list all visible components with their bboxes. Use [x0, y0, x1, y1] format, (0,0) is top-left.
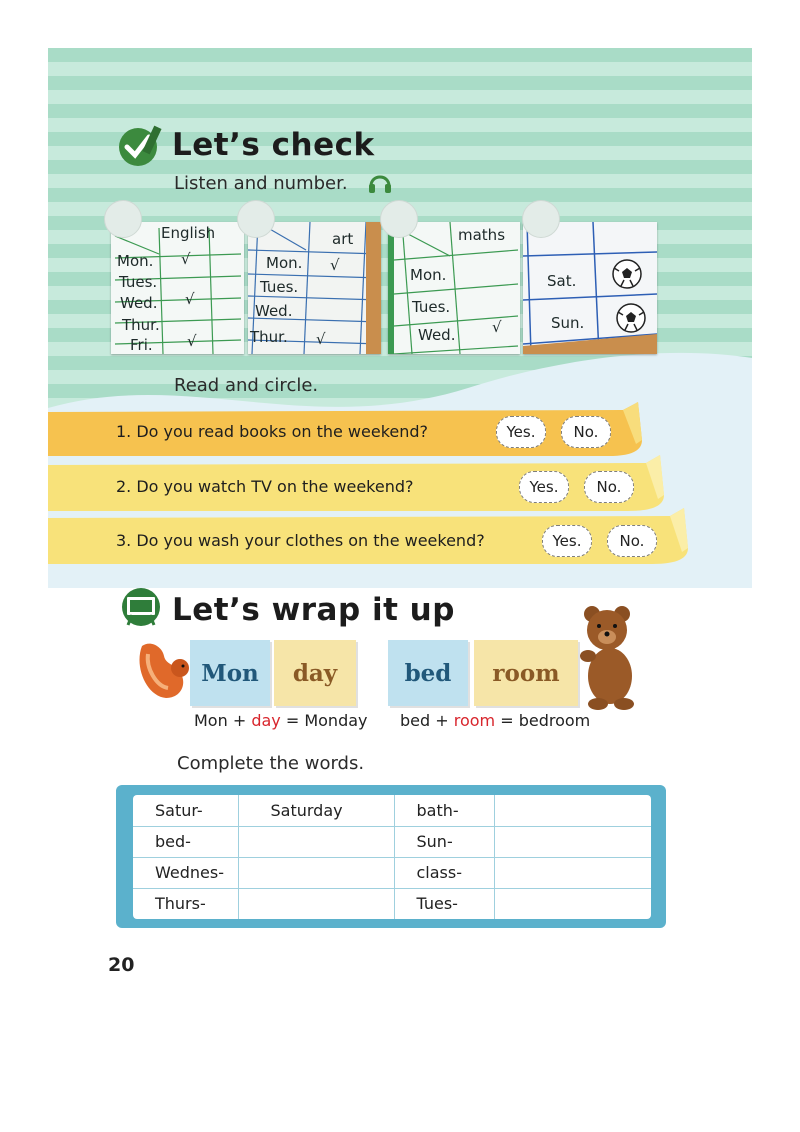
- squirrel-icon: [136, 636, 192, 702]
- complete-words-table: [133, 795, 651, 919]
- day-label: Thur.: [122, 316, 160, 334]
- answer-cell[interactable]: [238, 826, 394, 857]
- check-mark: √: [181, 250, 191, 268]
- word-prefix: Sun-: [394, 826, 494, 857]
- day-label: Tues.: [260, 278, 299, 296]
- no-option[interactable]: No.: [607, 525, 657, 557]
- subject-header: English: [161, 224, 216, 242]
- day-label: Tues.: [119, 273, 158, 291]
- answer-cell[interactable]: [494, 857, 651, 888]
- day-label: Mon.: [410, 266, 447, 284]
- bear-icon: [578, 604, 638, 710]
- subject-header: maths: [458, 226, 506, 244]
- answer-cell[interactable]: [238, 888, 394, 919]
- table-row: [133, 826, 651, 857]
- headphones-icon: [366, 168, 394, 196]
- check-mark: √: [492, 318, 502, 336]
- compound-equation: Mon + day = Monday: [194, 711, 368, 730]
- answer-cell[interactable]: [238, 857, 394, 888]
- day-label: Fri.: [130, 336, 153, 354]
- day-label: Tues.: [412, 298, 451, 316]
- answer-cell[interactable]: [494, 888, 651, 919]
- no-option[interactable]: No.: [561, 416, 611, 448]
- check-mark: √: [185, 290, 195, 308]
- table-row: [133, 888, 651, 919]
- word-prefix: Thurs-: [133, 888, 238, 919]
- answer-circle[interactable]: [237, 200, 275, 238]
- answer-cell[interactable]: Saturday: [238, 795, 394, 826]
- soccer-ball-icon: [613, 260, 641, 288]
- word-prefix: Tues-: [394, 888, 494, 919]
- day-label: Sun.: [551, 314, 585, 332]
- day-label: Mon.: [117, 252, 154, 270]
- word-prefix: bath-: [394, 795, 494, 826]
- word-prefix: Wednes-: [133, 857, 238, 888]
- check-mark: √: [187, 332, 197, 350]
- word-prefix: Satur-: [133, 795, 238, 826]
- read-instruction: Read and circle.: [174, 375, 319, 396]
- picture-english-schedule: [111, 222, 244, 354]
- no-option[interactable]: No.: [584, 471, 634, 503]
- word-card-part2: room: [474, 640, 578, 706]
- word-card-part1: bed: [388, 640, 468, 706]
- soccer-ball-icon: [617, 304, 645, 332]
- day-label: Wed.: [120, 294, 158, 312]
- yes-option[interactable]: Yes.: [519, 471, 569, 503]
- yes-option[interactable]: Yes.: [542, 525, 592, 557]
- wrap-up-title: Let’s wrap it up: [172, 592, 455, 628]
- check-pencil-icon: [118, 122, 164, 168]
- answer-circle[interactable]: [104, 200, 142, 238]
- question-text: 3. Do you wash your clothes on the weekend?: [116, 531, 485, 550]
- question-text: 2. Do you watch TV on the weekend?: [116, 477, 414, 496]
- day-label: Thur.: [250, 328, 288, 346]
- word-prefix: class-: [394, 857, 494, 888]
- question-text: 1. Do you read books on the weekend?: [116, 422, 429, 441]
- subject-header: art: [332, 230, 354, 248]
- picture-maths-schedule: [388, 222, 520, 354]
- listen-instruction: Listen and number.: [174, 173, 348, 194]
- day-label: Wed.: [255, 302, 293, 320]
- picture-weekend-schedule: [523, 222, 657, 354]
- yes-option[interactable]: Yes.: [496, 416, 546, 448]
- day-label: Wed.: [418, 326, 456, 344]
- answer-circle[interactable]: [380, 200, 418, 238]
- check-mark: √: [330, 256, 340, 274]
- word-card-part2: day: [274, 640, 356, 706]
- check-mark: √: [316, 330, 326, 348]
- compound-equation: bed + room = bedroom: [400, 711, 591, 730]
- answer-cell[interactable]: [494, 826, 651, 857]
- lets-check-title: Let’s check: [172, 127, 375, 163]
- answer-cell[interactable]: [494, 795, 651, 826]
- day-label: Sat.: [547, 272, 577, 290]
- table-row: [133, 795, 651, 826]
- blackboard-icon: [118, 587, 164, 631]
- complete-instruction: Complete the words.: [177, 753, 365, 774]
- table-row: [133, 857, 651, 888]
- page-number: 20: [108, 954, 135, 976]
- picture-art-schedule: [248, 222, 381, 354]
- day-label: Mon.: [266, 254, 303, 272]
- answer-circle[interactable]: [522, 200, 560, 238]
- word-prefix: bed-: [133, 826, 238, 857]
- word-card-part1: Mon: [190, 640, 270, 706]
